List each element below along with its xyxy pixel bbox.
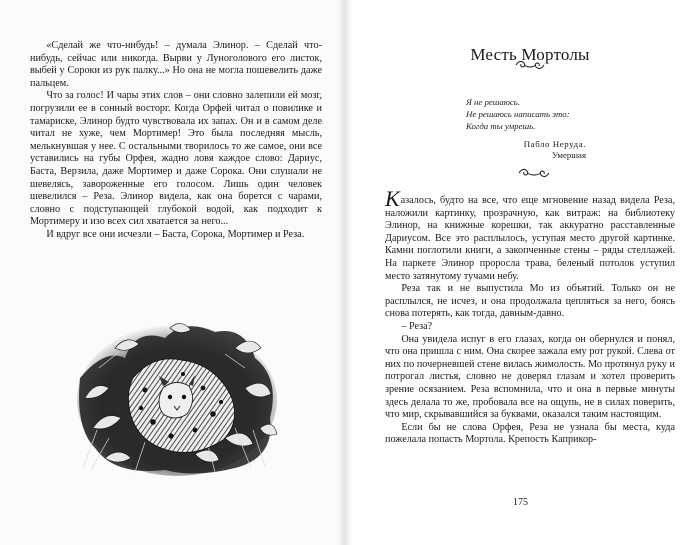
- left-paragraph-3: И вдруг все они исчезли – Баста, Сорока, Мортимер и Реза.: [46, 228, 305, 240]
- right-paragraph-1-text: азалось, будто на все, что еще мгновение назад видела Реза, наложили картинку, прозрачную, как витраж: на библиотеку Элинор, на книжные корешки, так аккуратно расставленные Дариусом. Все это расплылось, уступая место другой картинке. Камни поглотили книги, а закопченные стены – ряды стеллажей. На паркете Элинор проросла трава, беленый потолок уступил место затянутому тучами небу.: [385, 195, 675, 282]
- right-paragraph-2: Реза так и не выпустила Мо из объятий. Только он не расплылся, не исчез, и она продолжала цепляться за него, боясь снова потерять, как тогда, давным-давно.: [385, 283, 675, 320]
- left-paragraph-2: Что за голос! И чары этих слов – они словно залепили ей мозг, погрузили ее в сонный восторг. Когда Орфей читал о повилике и тамариске, Элинор будто чувствовала их запах. Он и в самом деле читал не хуже, чем Мортимер! Это была последняя мысль, мелькнувшая у нее. С остальными творилось то же самое, они все уставились на губы Орфея, жадно ловя каждое слово: Дариус, Баста, Верзила, даже Мортимер и даже Сорока. Они слушали не шевелясь, завороженные его голосом. Лишь один человек шевелился – Реза. Элинор видела, как она борется с чарами, словно с подступающей глубокой водой, как подходит к Мортимеру и изо всех сил хватается за него...: [30, 90, 322, 228]
- leopard-illustration: [75, 318, 280, 476]
- right-paragraph-1: [385, 186, 675, 283]
- right-text-column: [385, 186, 675, 447]
- drop-cap: К: [385, 186, 400, 211]
- right-paragraph-5: Если бы не слова Орфея, Реза не узнала бы места, куда пожелала попасть Мортола. Крепость Каприкор-: [385, 421, 675, 446]
- epigraph-attribution: [467, 139, 586, 161]
- epigraph-line-2: Не решаюсь написать это:: [466, 109, 570, 119]
- left-paragraph-1: «Сделай же что-нибудь! – думала Элинор. – Сделай что-нибудь, сейчас или никогда. Вырви у Луноголового его листок, выбей у Сороки из рук палку...» Но она не могла пошевелить даже пальцем.: [30, 40, 322, 89]
- epigraph-source: Умершая: [551, 150, 586, 160]
- right-paragraph-4: Она увидела испуг в его глазах, когда он обернулся и понял, что она пришла с ним. Она скорее зажала ему рот рукой. Слева от них по почерневшей стене вилась жимолость. Мо протянул руку и потрогал листья, словно не доверял глазам и хотел проверить зрение осязанием. Реза вспомнила, что и она в первые минуты здесь делала то же, пробовала все на ощупь, не в силах поверить, что мир, скрывавшийся за буквами, оказался таким настоящим.: [385, 333, 675, 421]
- page-number: 175: [513, 497, 528, 508]
- left-text-column: [30, 40, 322, 242]
- book-gutter: [338, 0, 352, 545]
- epigraph-author: Пабло Неруда.: [523, 139, 586, 149]
- epigraph-line-3: Когда ты умрешь.: [466, 121, 536, 131]
- chapter-title: Месть Мортолы: [470, 45, 590, 64]
- epigraph-line-1: Я не решаюсь.: [466, 97, 520, 107]
- ornament-swirl-top-icon: [513, 58, 547, 72]
- right-paragraph-3: – Реза?: [401, 320, 433, 332]
- epigraph: [466, 96, 626, 132]
- ornament-swirl-bottom-icon: [516, 166, 552, 180]
